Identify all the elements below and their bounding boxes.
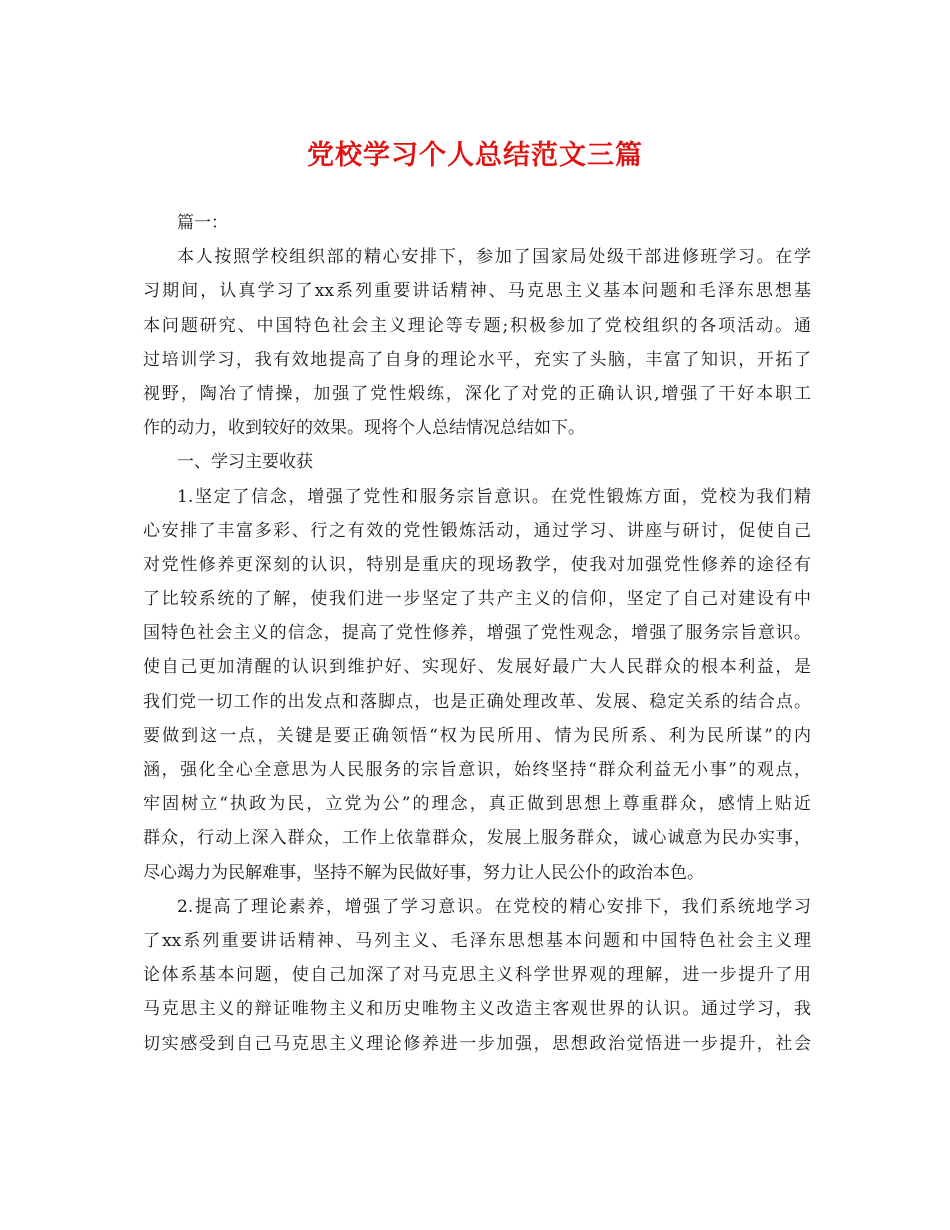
text-line: 了比较系统的了解，使我们进一步坚定了共产主义的信仰，坚定了自己对建设有中 <box>143 589 811 610</box>
text-line: 论体系基本问题，使自己加深了对马克思主义科学世界观的理解，进一步提升了用 <box>143 965 811 986</box>
text-line: 作的动力，收到较好的效果。现将个人总结情况总结如下。 <box>143 418 585 439</box>
text-line: 牢固树立“执政为民，立党为公”的理念，真正做到思想上尊重群众，感情上贴近 <box>143 794 811 815</box>
text-line: 一、学习主要收获 <box>177 452 313 473</box>
text-line: 使自己更加清醒的认识到维护好、实现好、发展好最广大人民群众的根本利益，是 <box>143 657 811 678</box>
text-line: 切实感受到自己马克思主义理论修养进一步加强，思想政治觉悟进一步提升，社会 <box>143 1033 811 1054</box>
text-line: 过培训学习，我有效地提高了自身的理论水平，充实了头脑，丰富了知识，开拓了 <box>143 349 811 370</box>
text-line: 涵，强化全心全意思为人民服务的宗旨意识，始终坚持“群众利益无小事”的观点， <box>143 760 811 780</box>
text-line: 了xx系列重要讲话精神、马列主义、毛泽东思想基本问题和中国特色社会主义理 <box>143 930 811 951</box>
text-line: 群众，行动上深入群众，工作上依靠群众，发展上服务群众，诚心诚意为民办实事， <box>143 828 811 849</box>
text-line: 视野，陶冶了情操，加强了党性煅练，深化了对党的正确认识,增强了干好本职工 <box>143 383 811 404</box>
text-line: 1.坚定了信念，增强了党性和服务宗旨意识。在党性锻炼方面，党校为我们精 <box>177 486 811 507</box>
document-body <box>143 206 811 1061</box>
text-line: 马克思主义的辩证唯物主义和历史唯物主义改造主客观世界的认识。通过学习，我 <box>143 999 811 1020</box>
text-line: 要做到这一点，关键是要正确领悟“权为民所用、情为民所系、利为民所谋”的内 <box>143 725 811 746</box>
text-line: 本问题研究、中国特色社会主义理论等专题;积极参加了党校组织的各项活动。通 <box>143 315 811 336</box>
text-line: 2.提高了理论素养，增强了学习意识。在党校的精心安排下，我们系统地学习 <box>177 896 811 917</box>
text-line: 国特色社会主义的信念，提高了党性修养，增强了党性观念，增强了服务宗旨意识。 <box>143 623 811 644</box>
text-line: 本人按照学校组织部的精心安排下，参加了国家局处级干部进修班学习。在学 <box>177 247 811 268</box>
text-line: 对党性修养更深刻的认识，特别是重庆的现场教学，使我对加强党性修养的途径有 <box>143 554 811 575</box>
text-line: 我们党一切工作的出发点和落脚点，也是正确处理改革、发展、稳定关系的结合点。 <box>143 691 811 712</box>
text-line: 心安排了丰富多彩、行之有效的党性锻炼活动，通过学习、讲座与研讨，促使自己 <box>143 520 811 541</box>
text-line: 习期间，认真学习了xx系列重要讲话精神、马克思主义基本问题和毛泽东思想基 <box>143 281 811 302</box>
text-line: 篇一： <box>177 213 228 233</box>
document-title: 党校学习个人总结范文三篇 <box>307 140 643 171</box>
text-line: 尽心竭力为民解难事，坚持不解为民做好事，努力让人民公仆的政治本色。 <box>143 862 704 883</box>
